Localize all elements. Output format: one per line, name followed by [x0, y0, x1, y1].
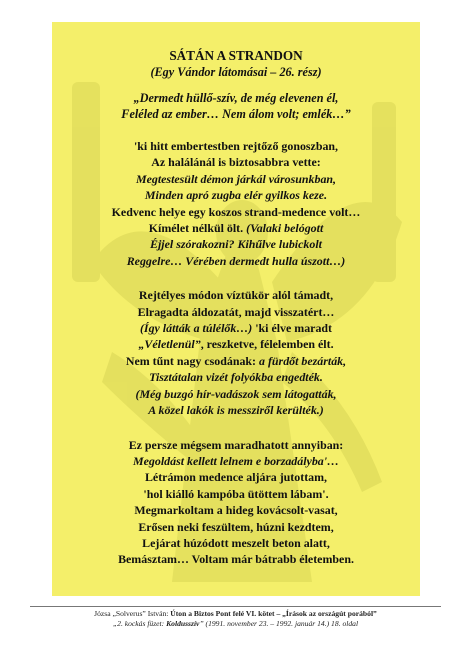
poem-content	[52, 48, 420, 586]
poem-line	[52, 138, 420, 154]
poem-line-segment: Éjjel szórakozni? Kihűlve lubickolt	[150, 237, 322, 252]
poem-line	[52, 402, 420, 418]
poem-line	[52, 551, 420, 567]
poem-subtitle: (Egy Vándor látomásai – 26. rész)	[150, 65, 322, 79]
poem-line-segment: Reggelre… Vérében dermedt hulla úszott…)	[126, 253, 346, 268]
poem-line	[52, 220, 420, 236]
poem-line-segment: Kedvenc helye egy koszos strand-medence volt…	[111, 204, 361, 219]
footer-notebook: „2. kockás füzet:	[112, 619, 167, 628]
poem-line-segment: Tisztátalan vizét folyókba engedték.	[149, 370, 323, 385]
poem-line	[52, 320, 420, 336]
poem-line-segment: , reszketve, félelemben élt.	[200, 337, 334, 352]
poem-line-segment: Minden apró zugba elér gyilkos keze.	[144, 188, 328, 203]
poem-line-segment: Rejtélyes módon víztükör alól támadt,	[138, 288, 334, 303]
poem-line-segment: (Még buzgó hír-vadászok sem látogatták,	[135, 386, 337, 401]
motto-line: Feléled az ember… Nem álom volt; emlék…”	[121, 107, 351, 121]
poem-line	[52, 236, 420, 252]
poem-line	[52, 204, 420, 220]
poem-line	[52, 171, 420, 187]
poem-line	[52, 353, 420, 369]
poem-line-segment: a fürdőt bezárták,	[259, 353, 347, 368]
footer-koldusszív: Koldusszív	[166, 619, 200, 628]
poem-line-segment: 'ki élve maradt	[255, 321, 333, 336]
poem-line	[52, 253, 420, 269]
poem-line-segment: Elragadta áldozatát, majd visszatért…	[137, 304, 335, 319]
motto-line: „Dermedt hüllő-szív, de még elevenen él,	[133, 91, 339, 105]
poem-line-segment: Lejárat húzódott meszelt beton alatt,	[142, 535, 330, 550]
poem-line	[52, 453, 420, 469]
poem-line	[52, 535, 420, 551]
poem-line-segment: Nem tűnt nagy csodának:	[125, 353, 260, 368]
poem-line-segment: Megtestesült démon járkál városunkban,	[135, 171, 337, 186]
poem-stanza	[52, 287, 420, 418]
poem-stanza	[52, 138, 420, 269]
poem-line	[52, 304, 420, 320]
poem-motto	[52, 90, 420, 122]
poem-line	[52, 519, 420, 535]
poem-line-segment: Erősen neki feszültem, húzni kezdtem,	[138, 519, 334, 534]
poem-line-segment: Kímélet nélkül ölt.	[148, 221, 247, 236]
poem-stanza	[52, 437, 420, 568]
poem-panel	[52, 22, 420, 596]
footer-divider	[30, 606, 441, 607]
footer-line-1	[0, 609, 471, 619]
poem-line	[52, 369, 420, 385]
poem-line-segment: Ez persze mégsem maradhatott annyiban:	[128, 437, 344, 452]
poem-line-segment: Létrámon medence aljára jutottam,	[144, 470, 328, 485]
poem-line	[52, 386, 420, 402]
poem-line	[52, 336, 420, 352]
poem-line-segment: Megmarkoltam a hideg kovácsolt-vasat,	[134, 503, 338, 518]
poem-line-segment: A közel lakók is messziről kerülték.)	[148, 403, 324, 418]
poem-line-segment: „Véletlenül”	[138, 337, 201, 352]
poem-line	[52, 187, 420, 203]
poem-line-segment: 'hol kiálló kampóba ütöttem lábam'.	[143, 486, 329, 501]
poem-line	[52, 287, 420, 303]
poem-line	[52, 502, 420, 518]
footer-line-2	[0, 619, 471, 629]
poem-title: SÁTÁN A STRANDON	[169, 48, 303, 63]
poem-line	[52, 486, 420, 502]
poem-line-segment: (Így látták a túlélők…)	[139, 321, 256, 336]
poem-stanzas	[52, 138, 420, 568]
footer-author: Józsa „Solverus” István:	[94, 609, 171, 618]
poem-line-segment: Az halálánál is biztosabbra vette:	[151, 155, 321, 170]
poem-line-segment: 'ki hitt embertestben rejtőző gonoszban,	[133, 139, 339, 153]
poem-line-segment: Megoldást kellett lelnem e borzadályba'…	[133, 453, 339, 468]
footer-dates-page: ” (1991. november 23. – 1992. január 14.) 18. oldal	[199, 619, 359, 628]
poem-line-segment: (Valaki belógott	[246, 221, 324, 236]
poem-line	[52, 154, 420, 170]
footer-book-title: Úton a Biztos Pont felé VI. kötet – „Írások az országút porából”	[170, 609, 377, 618]
poem-line	[52, 469, 420, 485]
poem-line-segment: Bemásztam… Voltam már bátrabb életemben.	[118, 552, 354, 567]
page-footer	[0, 609, 471, 629]
poem-line	[52, 437, 420, 453]
